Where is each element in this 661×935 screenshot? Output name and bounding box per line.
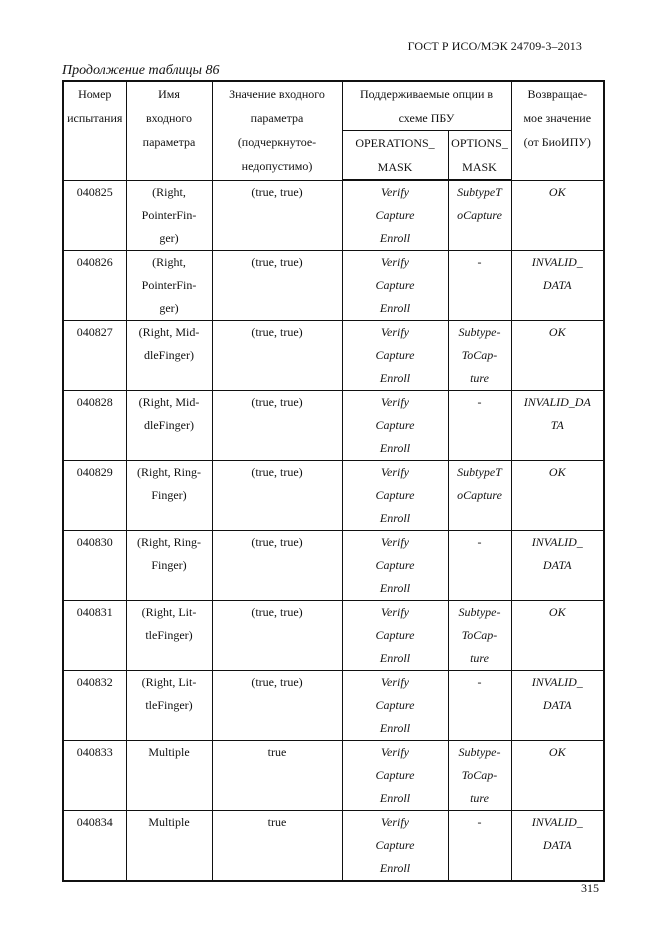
cell-input-name [126,251,212,321]
cell-operations-mask [342,601,448,671]
cell-test-number: 040830 [63,531,126,601]
cell-return-value [511,461,604,531]
header-line: OPERATIONS_ [355,136,435,150]
cell-input-name [126,811,212,882]
cell-input-name [126,671,212,741]
table-row [63,321,604,391]
cell-options-mask-line: ture [470,371,489,385]
cell-options-mask-line: SubtypeT [457,185,502,199]
cell-options-mask-line: ture [470,651,489,665]
cell-operations-mask-line: Capture [375,558,415,572]
cell-return-value-line: OK [548,605,566,619]
cell-operations-mask-line: Enroll [379,581,411,595]
cell-operations-mask-line: Verify [381,465,409,479]
cell-options-mask-line: - [477,815,482,829]
cell-operations-mask-line: Verify [381,185,409,199]
cell-operations-mask-line: Verify [381,675,409,689]
cell-input-name-line: dleFinger) [144,418,194,432]
cell-return-value [511,601,604,671]
cell-return-value [511,811,604,882]
cell-return-value [511,251,604,321]
document-standard-header: ГОСТ Р ИСО/МЭК 24709-3–2013 [407,39,582,53]
cell-operations-mask [342,461,448,531]
cell-operations-mask-line: Capture [375,278,415,292]
header-input-name [126,81,212,180]
header-line: параметра [250,111,304,125]
cell-operations-mask-line: Enroll [379,651,411,665]
cell-input-value: (true, true) [212,391,342,461]
cell-operations-mask-line: Capture [375,418,415,432]
header-line: мое значение [523,111,592,125]
cell-options-mask [448,671,511,741]
cell-return-value-line: DATA [542,698,572,712]
cell-operations-mask-line: Enroll [379,511,411,525]
cell-input-value: true [212,811,342,882]
cell-input-value: (true, true) [212,180,342,251]
cell-options-mask [448,601,511,671]
cell-return-value-line: DATA [542,278,572,292]
cell-return-value-line: OK [548,184,566,199]
cell-input-value: true [212,741,342,811]
cell-operations-mask-line: Capture [375,768,415,782]
cell-input-name [126,741,212,811]
cell-return-value [511,671,604,741]
cell-options-mask-line: - [477,255,482,269]
cell-options-mask-line: - [477,535,482,549]
cell-return-value-line: TA [550,418,564,432]
cell-input-name-line: ger) [159,301,179,315]
cell-operations-mask-line: Capture [375,488,415,502]
cell-operations-mask-line: Verify [381,395,409,409]
header-line: Номер [78,87,112,101]
cell-operations-mask-line: Capture [375,698,415,712]
cell-input-name-line: Finger) [151,488,187,502]
cell-input-name [126,391,212,461]
header-line: недопустимо) [241,159,313,173]
header-line: схеме ПБУ [398,111,455,125]
cell-operations-mask-line: Verify [381,605,409,619]
header-line: MASK [377,160,413,174]
cell-options-mask-line: Subtype- [458,605,501,619]
cell-operations-mask [342,391,448,461]
cell-options-mask [448,180,511,251]
header-line: испытания [67,111,123,125]
cell-operations-mask-line: Capture [375,838,415,852]
cell-options-mask [448,531,511,601]
cell-return-value-line: OK [548,325,566,339]
table-row [63,601,604,671]
cell-input-name [126,531,212,601]
cell-input-name [126,321,212,391]
header-line: входного [145,111,192,125]
header-return-value [511,81,604,180]
header-operations-mask [342,131,448,181]
cell-operations-mask-line: Capture [375,628,415,642]
cell-operations-mask-line: Enroll [379,371,411,385]
cell-operations-mask-line: Verify [381,745,409,759]
cell-options-mask-line: ToCap- [461,628,498,642]
cell-return-value-line: DATA [542,558,572,572]
table-row [63,531,604,601]
cell-options-mask-line: ToCap- [461,768,498,782]
cell-return-value-line: INVALID_ [531,255,583,269]
cell-input-name-line: PointerFin- [141,207,197,222]
cell-test-number: 040834 [63,811,126,882]
table-header-row [63,81,604,131]
cell-input-name [126,180,212,251]
cell-test-number: 040829 [63,461,126,531]
cell-input-name-line: (Right, Ring- [136,465,201,479]
cell-return-value-line: OK [548,465,566,479]
header-line: Возвращае- [527,87,588,101]
cell-options-mask [448,321,511,391]
cell-operations-mask-line: Capture [375,208,415,222]
cell-operations-mask-line: Enroll [379,861,411,875]
cell-input-name-line: tleFinger) [145,628,193,642]
cell-options-mask-line: ToCap- [461,348,498,362]
cell-return-value-line: INVALID_DA [523,395,591,409]
cell-operations-mask-line: Verify [381,535,409,549]
table-row [63,671,604,741]
cell-operations-mask [342,741,448,811]
cell-operations-mask [342,531,448,601]
cell-input-name-line: Finger) [151,558,187,572]
test-results-table [62,80,605,882]
header-line: (от БиоИПУ) [523,135,591,149]
cell-input-name-line: (Right, Mid- [138,325,200,339]
header-line: (подчеркнутое- [237,135,317,149]
table-body [63,180,604,881]
cell-options-mask-line: ture [470,791,489,805]
table-row [63,461,604,531]
page-number: 315 [581,881,599,895]
header-line: Значение входного [229,87,325,101]
cell-operations-mask-line: Verify [381,815,409,829]
cell-input-name-line: (Right, Ring- [136,535,201,549]
cell-operations-mask-line: Enroll [379,231,411,245]
cell-operations-mask [342,671,448,741]
cell-options-mask-line: SubtypeT [457,465,502,479]
header-line: OPTIONS_ [451,136,508,150]
cell-operations-mask [342,811,448,882]
cell-operations-mask [342,321,448,391]
cell-test-number: 040827 [63,321,126,391]
cell-return-value-line: DATA [542,838,572,852]
cell-return-value [511,391,604,461]
table-row [63,811,604,882]
cell-return-value-line: INVALID_ [531,675,583,689]
cell-options-mask-line: Subtype- [458,745,501,759]
cell-input-name-line: (Right, Lit- [141,675,197,689]
cell-operations-mask [342,251,448,321]
table-row [63,391,604,461]
cell-operations-mask-line: Enroll [379,791,411,805]
cell-return-value [511,741,604,811]
cell-input-name-line: Multiple [148,815,190,829]
cell-operations-mask-line: Enroll [379,441,411,455]
table-row [63,180,604,251]
cell-input-name-line: (Right, Lit- [141,605,197,619]
cell-options-mask-line: oCapture [457,488,502,502]
cell-input-name-line: dleFinger) [144,348,194,362]
cell-operations-mask-line: Verify [381,255,409,269]
header-line: MASK [462,160,497,174]
cell-input-value: (true, true) [212,461,342,531]
cell-input-name-line: ger) [159,230,179,245]
header-line: Имя [158,87,180,101]
cell-options-mask [448,461,511,531]
cell-input-name-line: Multiple [148,745,190,759]
cell-operations-mask [342,180,448,251]
cell-test-number: 040825 [63,180,126,251]
table-row [63,251,604,321]
table-continuation-caption: Продолжение таблицы 86 [62,63,220,78]
cell-test-number: 040832 [63,671,126,741]
cell-options-mask-line: - [477,675,482,689]
cell-input-name [126,461,212,531]
cell-input-name [126,601,212,671]
cell-return-value [511,531,604,601]
cell-operations-mask-line: Enroll [379,301,411,315]
header-options-mask [448,131,511,181]
cell-test-number: 040833 [63,741,126,811]
cell-input-value: (true, true) [212,251,342,321]
cell-input-name-line: (Right, [152,184,186,199]
cell-input-name-line: tleFinger) [145,698,193,712]
cell-return-value [511,180,604,251]
header-input-value [212,81,342,180]
cell-return-value-line: INVALID_ [531,535,583,549]
cell-operations-mask-line: Enroll [379,721,411,735]
cell-test-number: 040828 [63,391,126,461]
header-test-number [63,81,126,180]
cell-input-value: (true, true) [212,601,342,671]
cell-options-mask-line: - [477,395,482,409]
cell-test-number: 040831 [63,601,126,671]
header-line: параметра [142,135,196,149]
cell-options-mask-line: oCapture [457,208,502,222]
header-supported-options [342,81,511,131]
cell-return-value [511,321,604,391]
cell-input-value: (true, true) [212,531,342,601]
cell-operations-mask-line: Verify [381,325,409,339]
cell-options-mask [448,251,511,321]
cell-input-value: (true, true) [212,671,342,741]
cell-return-value-line: INVALID_ [531,815,583,829]
table-row [63,741,604,811]
cell-options-mask [448,811,511,882]
cell-return-value-line: OK [548,745,566,759]
cell-operations-mask-line: Capture [375,348,415,362]
cell-input-name-line: (Right, [152,255,186,269]
cell-options-mask [448,391,511,461]
header-line: Поддерживаемые опции в [359,87,494,101]
cell-test-number: 040826 [63,251,126,321]
cell-input-name-line: (Right, Mid- [138,395,200,409]
cell-input-value: (true, true) [212,321,342,391]
cell-options-mask [448,741,511,811]
cell-input-name-line: PointerFin- [141,278,197,292]
cell-options-mask-line: Subtype- [458,325,501,339]
